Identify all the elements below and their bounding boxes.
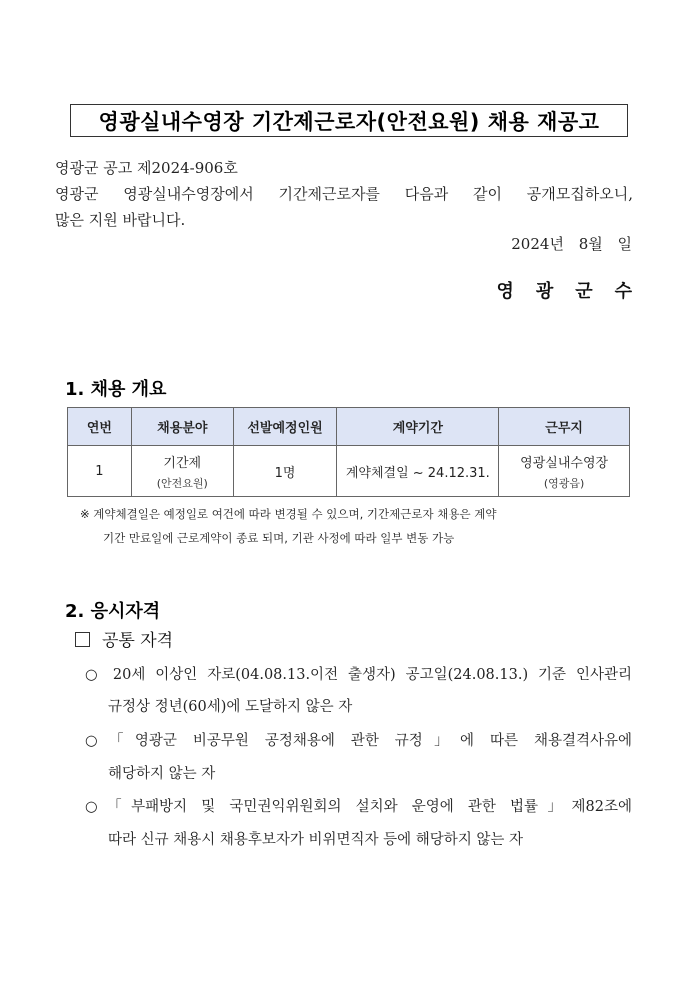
recruitment-overview-table — [67, 407, 630, 497]
cell-field — [131, 446, 233, 497]
contract-note-line-1: ※ 계약체결일은 예정일로 여건에 따라 변경될 수 있으며, 기간제근로자 채용은 계약 — [80, 507, 497, 521]
checkbox-square-icon — [75, 632, 90, 647]
document-title: 영광실내수영장 기간제근로자(안전요원) 채용 재공고 — [70, 104, 628, 137]
table-row — [68, 446, 630, 497]
cell-period: 계약체결일 ~ 24.12.31. — [337, 446, 499, 497]
col-header-no: 연번 — [68, 408, 132, 446]
subheading-label: 공통 자격 — [102, 631, 174, 651]
col-header-period: 계약기간 — [337, 408, 499, 446]
col-header-count: 선발예정인원 — [233, 408, 337, 446]
qualification-item-1-line-1: ○ 20세 이상인 자로(04.08.13.이전 출생자) 공고일(24.08.13.) 기준 인사관리 — [85, 667, 632, 683]
section-heading-qualifications: 2. 응시자격 — [65, 601, 161, 622]
notice-date: 2024년 8월 일 — [511, 235, 632, 253]
qualification-item-3-line-1: ○「부패방지 및 국민권익위원회의 설치와 운영에 관한 법률」제82조에 — [85, 799, 632, 815]
col-header-location: 근무지 — [499, 408, 630, 446]
col-header-field: 채용분야 — [131, 408, 233, 446]
cell-no: 1 — [68, 446, 132, 497]
qualification-item-2-line-1: ○「영광군 비공무원 공정채용에 관한 규정」에 따른 채용결격사유에 — [85, 733, 632, 749]
cell-location-sub: (영광읍) — [543, 476, 585, 490]
contract-note-line-2: 기간 만료일에 근로계약이 종료 되며, 기관 사정에 따라 일부 변동 가능 — [103, 531, 455, 545]
cell-location — [499, 446, 630, 497]
cell-field-main: 기간제 — [163, 455, 202, 471]
qualification-item-3-line-2: 따라 신규 채용시 채용후보자가 비위면직자 등에 해당하지 않는 자 — [108, 832, 524, 848]
qualification-item-2-line-2: 해당하지 않는 자 — [108, 766, 216, 782]
intro-line-2: 많은 지원 바랍니다. — [55, 211, 186, 229]
cell-field-sub: (안전요원) — [156, 476, 208, 490]
signer: 영광군수 — [496, 281, 654, 302]
intro-line-1: 영광군 영광실내수영장에서 기간제근로자를 다음과 같이 공개모집하오니, — [55, 185, 633, 203]
section-heading-overview: 1. 채용 개요 — [65, 379, 167, 400]
qualification-item-1-line-2: 규정상 정년(60세)에 도달하지 않은 자 — [108, 699, 353, 715]
cell-location-main: 영광실내수영장 — [520, 455, 609, 471]
subheading-common-qualifications — [75, 626, 173, 651]
cell-count: 1명 — [233, 446, 337, 497]
table-header-row — [68, 408, 630, 446]
notice-number: 영광군 공고 제2024-906호 — [55, 159, 238, 177]
